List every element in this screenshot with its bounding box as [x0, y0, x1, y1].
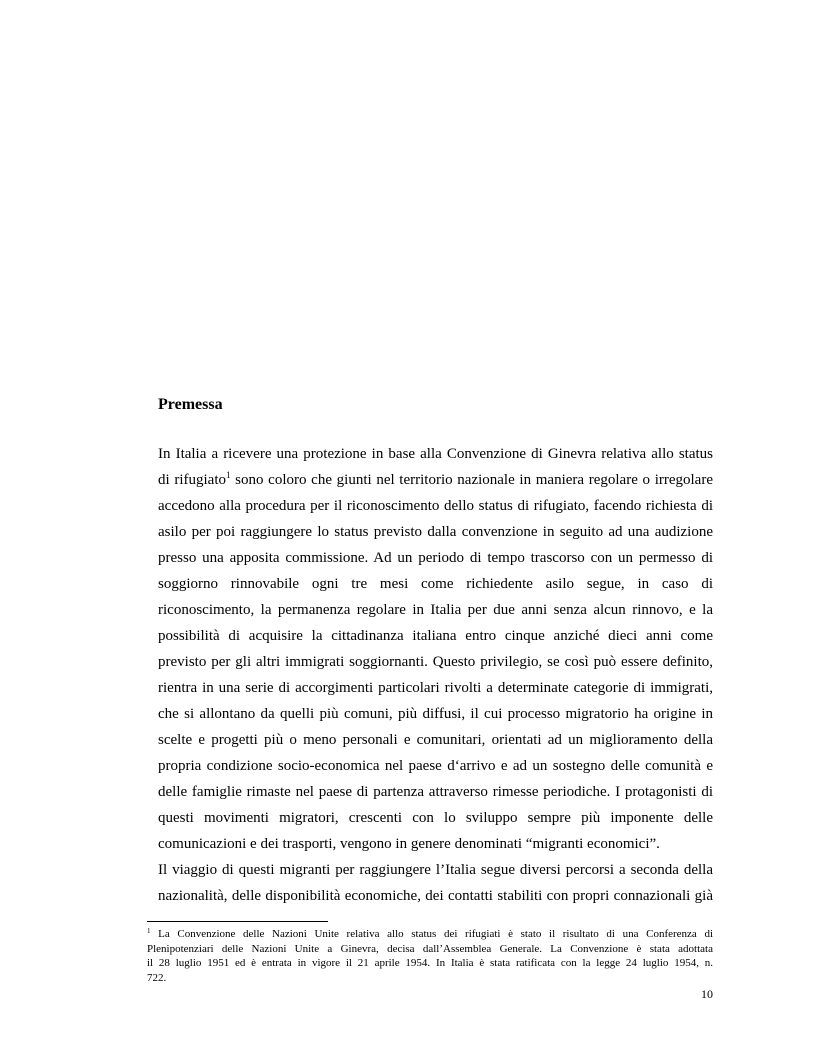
text-line: propria condizione socio-economica nel paese d‘arrivo e ad un sostegno delle comunità e: [158, 758, 713, 774]
text-line: comunicazioni e dei trasporti, vengono in genere denominati “migranti economici”.: [158, 836, 660, 852]
text-line: Il viaggio di questi migranti per raggiungere l’Italia segue diversi percorsi a seconda della: [158, 862, 713, 878]
footnote-line: 722.: [147, 971, 167, 984]
text-line: nazionalità, delle disponibilità economiche, dei contatti stabiliti con propri connazionali già: [158, 888, 713, 904]
text-line: In Italia a ricevere una protezione in base alla Convenzione di Ginevra relativa allo status: [158, 446, 713, 462]
text-line: soggiorno rinnovabile ogni tre mesi come richiedente asilo segue, in caso di: [158, 576, 713, 592]
section-heading: Premessa: [158, 396, 223, 413]
text-segment: sono coloro che giunti nel territorio nazionale in maniera regolare o irregolare: [230, 472, 713, 488]
text-line: delle famiglie rimaste nel paese di partenza attraverso rimesse periodiche. I protagonisti di: [158, 784, 713, 800]
text-line: riconoscimento, la permanenza regolare in Italia per due anni senza alcun rinnovo, e la: [158, 602, 713, 618]
text-line: che si allontano da quelli più comuni, più diffusi, il cui processo migratorio ha origine in: [158, 706, 713, 722]
footnote: [147, 927, 713, 985]
footnote-reference: 1: [226, 470, 231, 480]
text-line: presso una apposita commissione. Ad un periodo di tempo trascorso con un permesso di: [158, 550, 713, 566]
text-line: questi movimenti migratori, crescenti con lo sviluppo sempre più imponente delle: [158, 810, 713, 826]
footnote-line: Plenipotenziari delle Nazioni Unite a Ginevra, decisa dall’Assemblea Generale. La Convenzione è stata adottata: [147, 942, 713, 955]
text-line: possibilità di acquisire la cittadinanza italiana entro cinque anziché dieci anni come: [158, 628, 713, 644]
body-text: [158, 441, 713, 909]
text-line: [158, 467, 713, 493]
text-line: asilo per poi raggiungere lo status previsto dalla convenzione in seguito ad una audizione: [158, 524, 713, 540]
text-line: rientra in una serie di accorgimenti particolari rivolti a determinate categorie di immigrati,: [158, 680, 713, 696]
text-line: accedono alla procedura per il riconoscimento dello status di rifugiato, facendo richiesta di: [158, 498, 713, 514]
footnote-line: il 28 luglio 1951 ed è entrata in vigore il 21 aprile 1954. In Italia è stata ratificata con la legge 24 luglio 1954, n.: [147, 957, 713, 969]
footnote-number: 1: [147, 927, 151, 935]
footnote-divider: [147, 921, 328, 922]
footnote-line: [147, 927, 713, 942]
text-line: scelte e progetti più o meno personali e comunitari, orientati ad un miglioramento della: [158, 732, 713, 748]
text-line: previsto per gli altri immigrati soggiornanti. Questo privilegio, se così può essere definito,: [158, 654, 713, 670]
text-segment: di rifugiato: [158, 472, 226, 488]
page-number: 10: [701, 987, 713, 1001]
text-segment: La Convenzione delle Nazioni Unite relativa allo status dei rifugiati è stato il risultato di una Conferenza di: [150, 928, 713, 940]
